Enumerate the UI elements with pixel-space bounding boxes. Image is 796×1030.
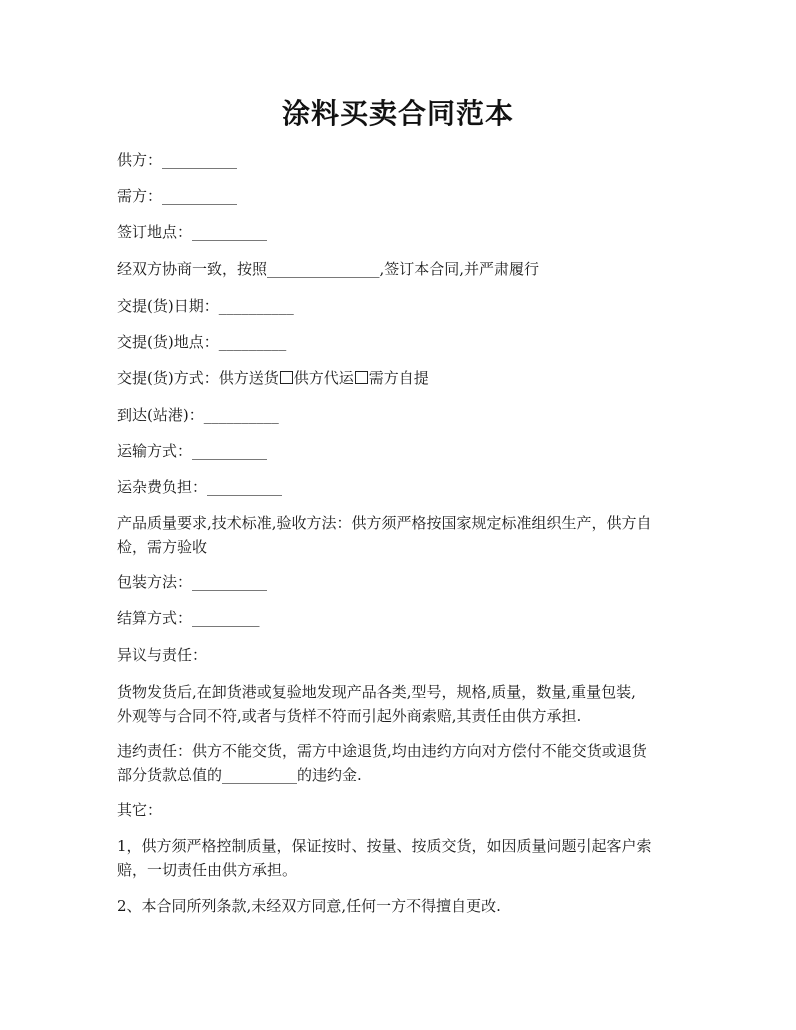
delivery-date-blank: __________ xyxy=(218,297,294,315)
checkbox-icon xyxy=(280,371,293,384)
sign-place-line xyxy=(117,220,687,244)
other-heading: 其它： xyxy=(117,801,163,819)
transport-line xyxy=(117,439,687,463)
checkbox-icon xyxy=(355,371,368,384)
settlement-blank: _________ xyxy=(192,609,260,627)
arrival-line xyxy=(117,403,687,427)
delivery-method-label: 交提(货)方式： xyxy=(117,369,219,387)
buyer-line xyxy=(117,184,687,208)
agreement-line xyxy=(117,257,687,281)
delivery-option-3: 需方自提 xyxy=(368,369,429,387)
supplier-label: 供方： xyxy=(117,151,163,169)
packing-blank: __________ xyxy=(192,573,268,591)
sign-place-blank: __________ xyxy=(192,223,268,241)
freight-line xyxy=(117,475,687,499)
breach-line-2-prefix: 部分货款总值的 xyxy=(117,766,223,784)
buyer-blank: __________ xyxy=(162,187,238,205)
supplier-line xyxy=(117,148,687,172)
transport-label: 运输方式： xyxy=(117,442,193,460)
delivery-method-line xyxy=(117,366,687,390)
settlement-line xyxy=(117,606,687,630)
delivery-date-line xyxy=(117,294,687,318)
packing-line xyxy=(117,570,687,594)
agreement-prefix: 经双方协商一致，按照 xyxy=(117,260,268,278)
packing-label: 包装方法： xyxy=(117,573,193,591)
sign-place-label: 签订地点： xyxy=(117,223,193,241)
agreement-blank: _______________ xyxy=(267,260,380,278)
quality-line-1: 产品质量要求,技术标准,验收方法：供方须严格按国家规定标准组织生产，供方自 xyxy=(117,514,652,532)
arrival-blank: __________ xyxy=(203,406,279,424)
freight-label: 运杂费负担： xyxy=(117,478,208,496)
other-item-1 xyxy=(117,834,687,882)
breach-blank: __________ xyxy=(222,766,298,784)
objection-line-1: 货物发货后,在卸货港或复验地发现产品各类,型号，规格,质量，数量,重量包装, xyxy=(117,683,636,701)
delivery-option-2: 供方代运 xyxy=(293,369,354,387)
freight-blank: __________ xyxy=(207,478,283,496)
breach-paragraph xyxy=(117,739,687,787)
breach-line-2 xyxy=(117,763,687,787)
other-item-1-line-1: 1，供方须严格控制质量，保证按时、按量、按质交货，如因质量问题引起客户索 xyxy=(117,837,652,855)
document-title: 涂料买卖合同范本 xyxy=(281,97,514,130)
quality-line-2: 检，需方验收 xyxy=(117,538,208,556)
other-item-2: 2、本合同所列条款,未经双方同意,任何一方不得擅自更改. xyxy=(117,897,501,915)
delivery-option-1: 供方送货 xyxy=(218,369,279,387)
delivery-place-blank: _________ xyxy=(218,333,287,351)
delivery-place-line xyxy=(117,330,687,354)
transport-blank: __________ xyxy=(192,442,268,460)
agreement-suffix: ,签订本合同,并严肃履行 xyxy=(379,260,540,278)
quality-paragraph xyxy=(117,511,687,559)
arrival-label: 到达(站港)： xyxy=(117,406,204,424)
breach-line-2-suffix: 的违约金. xyxy=(297,766,362,784)
buyer-label: 需方： xyxy=(117,187,163,205)
objection-paragraph xyxy=(117,680,687,728)
supplier-blank: __________ xyxy=(162,151,238,169)
settlement-label: 结算方式： xyxy=(117,609,193,627)
other-item-1-line-2: 赔，一切责任由供方承担。 xyxy=(117,861,298,879)
objection-line-2: 外观等与合同不符,或者与货样不符而引起外商索赔,其责任由供方承担. xyxy=(117,707,582,725)
delivery-place-label: 交提(货)地点： xyxy=(117,333,219,351)
breach-line-1: 违约责任：供方不能交货，需方中途退货,均由违约方向对方偿付不能交货或退货 xyxy=(117,742,647,760)
objection-heading: 异议与责任： xyxy=(117,646,208,664)
delivery-date-label: 交提(货)日期： xyxy=(117,297,219,315)
